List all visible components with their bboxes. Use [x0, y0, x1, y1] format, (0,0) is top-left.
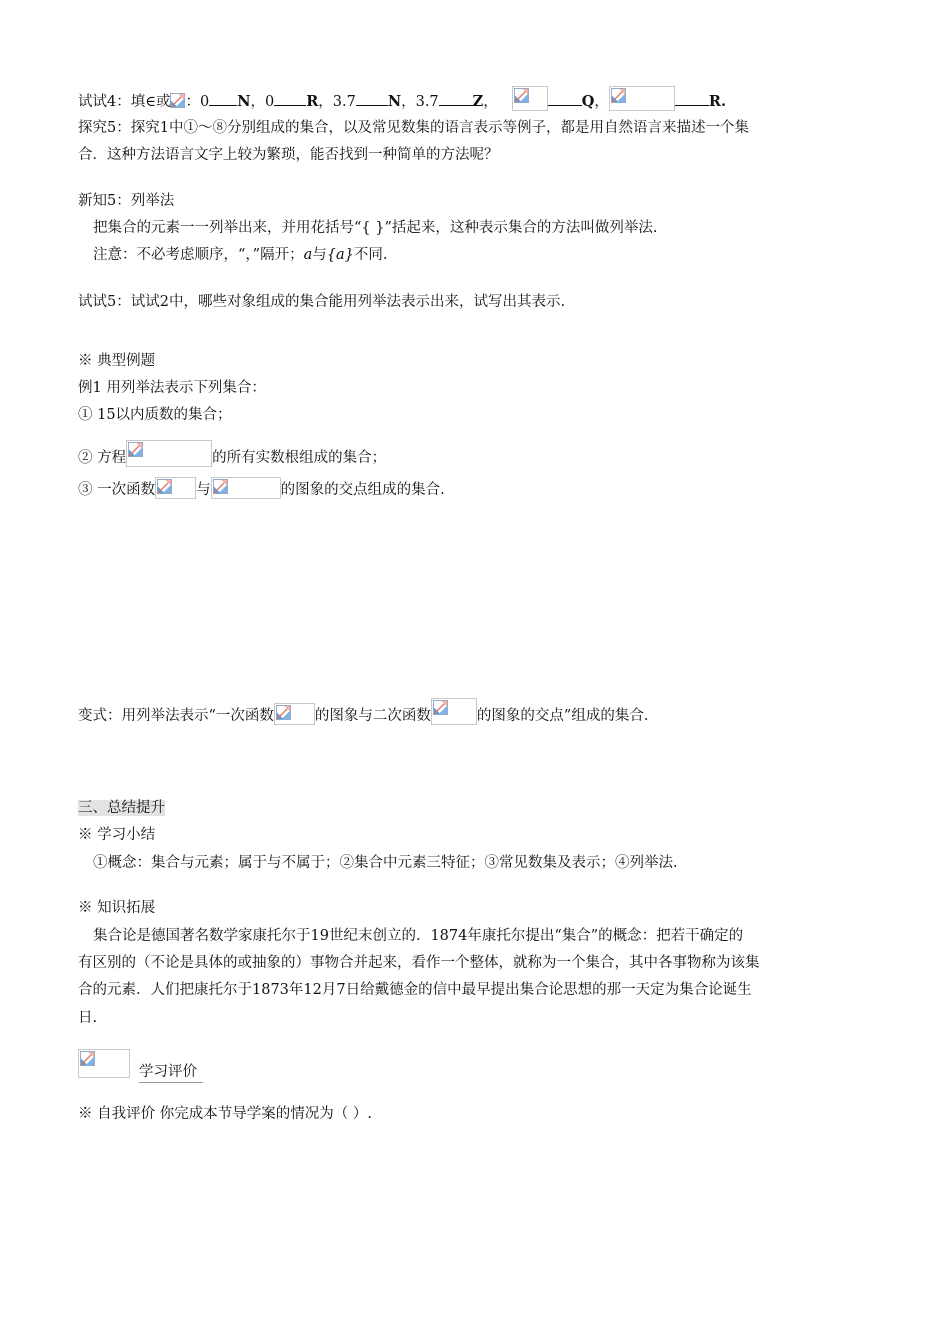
comma: ， [594, 94, 609, 110]
summary-heading: ※ 学习小结 [78, 827, 156, 843]
try4-label: 试试4：填∈或 [78, 94, 171, 110]
explore5-line2: 合．这种方法语言文字上较为繁琐，能否找到一种简单的方法呢？ [78, 147, 499, 163]
note-text: ：不必考虑顺序，“，”隔开； [122, 247, 304, 263]
image-placeholder-icon [170, 93, 185, 108]
set-a: {a} [326, 247, 354, 263]
examples-heading: ※ 典型例题 [78, 353, 156, 369]
item3-connector: 与 [196, 482, 211, 498]
variant-middle: 的图象与二次函数 [314, 708, 431, 724]
item3-prefix: ③ 一次函数 [78, 482, 156, 498]
section3-heading [78, 798, 165, 818]
newknow5-body: 把集合的元素一一列举出来，并用花括号“{ }”括起来，这种表示集合的方法叫做列举法. [93, 220, 658, 236]
answer-blank [548, 92, 582, 106]
extension-line2: 有区别的（不论是具体的或抽象的）事物合并起来，看作一个整体，就称为一个集合，其中各事物称为该集 [78, 955, 760, 971]
self-evaluation: ※ 自我评价 你完成本节导学案的情况为（ ）. [78, 1106, 372, 1122]
evaluation-image [78, 1049, 130, 1078]
answer-blank [209, 92, 237, 106]
summary-body: ①概念：集合与元素；属于与不属于；②集合中元素三特征；③常见数集及表示；④列举法. [93, 855, 678, 871]
function-image [274, 703, 315, 725]
try4-num-b: 3.7 [415, 94, 439, 110]
note-label: 注意 [93, 247, 122, 263]
function-image [211, 477, 281, 499]
comma: ， [318, 94, 333, 110]
formula-image [512, 86, 548, 111]
image-placeholder-icon [433, 700, 448, 715]
item2-prefix: ② 方程 [78, 450, 127, 466]
set-Q: Q [581, 93, 595, 110]
newknow5-note [93, 245, 387, 265]
example1-item1: ① 15以内质数的集合； [78, 407, 232, 423]
try4-colon: ： [185, 94, 200, 110]
image-placeholder-icon [276, 705, 291, 720]
item3-suffix: 的图象的交点组成的集合. [280, 482, 445, 498]
element-a: a [303, 247, 313, 263]
answer-blank [356, 92, 388, 106]
set-R: R. [708, 93, 726, 110]
image-placeholder-icon [514, 88, 529, 103]
newknow5-title: 新知5：列举法 [78, 193, 175, 209]
try4-zero-a: 0 [199, 94, 210, 110]
extension-line1: 集合论是德国著名数学家康托尔于19世纪末创立的．1874年康托尔提出“集合”的概念：把若干确定的 [93, 928, 744, 944]
equation-image [126, 440, 212, 467]
image-placeholder-icon [611, 88, 626, 103]
try4-zero-b: 0 [264, 94, 275, 110]
function-image [431, 698, 477, 725]
set-Z: Z [472, 93, 484, 110]
variant-prefix: 变式：用列举法表示“一次函数 [78, 708, 274, 724]
answer-blank [675, 92, 709, 106]
try4-line [78, 86, 726, 112]
answer-blank [439, 92, 473, 106]
function-image [155, 477, 196, 499]
variant-suffix: 的图象的交点”组成的集合. [476, 708, 649, 724]
image-placeholder-icon [128, 442, 143, 457]
example1-item3 [78, 477, 445, 500]
extension-line3: 合的元素．人们把康托尔于1873年12月7日给戴德金的信中最早提出集合论思想的那一天定为集合论诞生 [78, 982, 752, 998]
set-N: N [237, 93, 251, 110]
example1-title: 例1 用列举法表示下列集合： [78, 380, 266, 396]
example1-item2 [78, 440, 386, 468]
evaluation-title: 学习评价 [139, 1062, 203, 1083]
try4-num-a: 3.7 [332, 94, 356, 110]
item2-suffix: 的所有实数根组成的集合； [212, 450, 387, 466]
set-N: N [387, 93, 402, 110]
image-placeholder-icon [157, 479, 172, 494]
formula-image [609, 86, 675, 111]
comma: ， [483, 94, 498, 110]
image-placeholder-icon [213, 479, 228, 494]
answer-blank [274, 92, 306, 106]
extension-heading: ※ 知识拓展 [78, 900, 156, 916]
note-connector: 与 [312, 247, 327, 263]
variant-line [78, 698, 648, 726]
image-placeholder-icon [80, 1051, 95, 1066]
extension-line4: 日. [78, 1010, 98, 1026]
try5: 试试5：试试2中，哪些对象组成的集合能用列举法表示出来，试写出其表示. [78, 294, 566, 310]
set-R: R [306, 93, 319, 110]
note-tail: 不同. [353, 247, 388, 263]
comma: ， [401, 94, 416, 110]
comma: ， [250, 94, 265, 110]
explore5-line1: 探究5：探究1中①～⑧分别组成的集合，以及常见数集的语言表示等例子，都是用自然语言来描述一个集 [78, 120, 749, 136]
section3-title: 三、总结提升 [78, 800, 165, 816]
